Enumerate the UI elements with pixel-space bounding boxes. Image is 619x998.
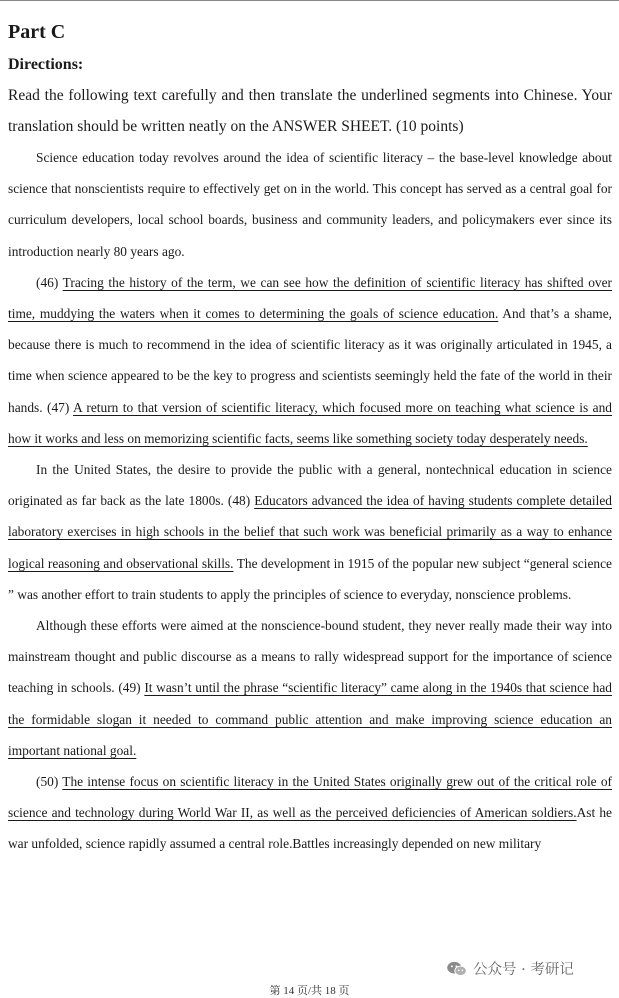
paragraph-3 bbox=[8, 454, 612, 610]
question-number-50: (50) bbox=[36, 774, 63, 790]
paragraph-1: Science education today revolves around the idea of scientific literacy – the base-level knowledge about science that nonscientists require to effectively get on in the world. This concept has served as a central goal for curriculum developers, local school boards, business and community leaders, and policymakers ever since its introduction nearly 80 years ago. bbox=[8, 150, 612, 259]
top-rule bbox=[0, 0, 619, 1]
document-body bbox=[8, 18, 612, 860]
underlined-segment-47: A return to that version of scientific literacy, which focused more on teaching what science is and how it works and less on memorizing scientific facts, seems like something society today desperately needs. bbox=[8, 399, 612, 446]
paragraph-3-outro: The development in 1915 of the popular new subject “general science ” was another effort to train students to apply the principles of science to everyday, nonscience problems. bbox=[8, 555, 612, 602]
paragraph-2 bbox=[8, 267, 612, 454]
watermark-text: 公众号 · 考研记 bbox=[473, 962, 574, 978]
underlined-segment-48: Educators advanced the idea of having students complete detailed laboratory exercises in high schools in the belief that such work was beneficial primarily as a way to enhance logical reasoning and observational skills. bbox=[8, 493, 612, 571]
underlined-segment-50: The intense focus on scientific literacy in the United States originally grew out of the critical role of science and technology during World War II, as well as the perceived deficiencies of American soldiers. bbox=[8, 774, 612, 821]
question-number-46: (46) bbox=[36, 274, 63, 290]
paragraph-3-intro: In the United States, the desire to provide the public with a general, nontechnical education in science originated as far back as the late 1800s. (48) bbox=[8, 462, 612, 509]
wechat-icon bbox=[446, 961, 468, 977]
paragraph-5-outro: Ast he war unfolded, science rapidly assumed a central role.Battles increasingly depended on new military bbox=[8, 805, 612, 852]
paragraph-5 bbox=[8, 766, 612, 860]
underlined-segment-49: It wasn’t until the phrase “scientific literacy” came along in the 1940s that science had the formidable slogan it needed to command public attention and make improving science education an important national goal. bbox=[8, 680, 612, 758]
underlined-segment-46: Tracing the history of the term, we can see how the definition of scientific literacy has shifted over time, muddying the waters when it comes to determining the goals of science education. bbox=[8, 274, 612, 322]
paragraph-2-text: And that’s a shame, because there is much to recommend in the idea of scientific literacy as it was originally articulated in 1945, a time when science appeared to be the key to progress and scientists seemingly held the fate of the world in their hands. (47) bbox=[8, 306, 612, 415]
page-number: 第 14 页/共 18 页 bbox=[269, 985, 350, 997]
directions-text: Read the following text carefully and then translate the underlined segments into Chinese. Your translation should be written neatly on the ANSWER SHEET. (10 points) bbox=[8, 87, 612, 135]
paragraph-4 bbox=[8, 610, 612, 766]
part-title: Part C bbox=[8, 21, 66, 43]
directions-heading: Directions: bbox=[8, 56, 84, 73]
paragraph-4-intro: Although these efforts were aimed at the nonscience-bound student, they never really made their way into mainstream thought and public discourse as a means to rally widespread support for the importance of science teaching in schools. (49) bbox=[8, 618, 612, 696]
watermark bbox=[446, 958, 574, 979]
